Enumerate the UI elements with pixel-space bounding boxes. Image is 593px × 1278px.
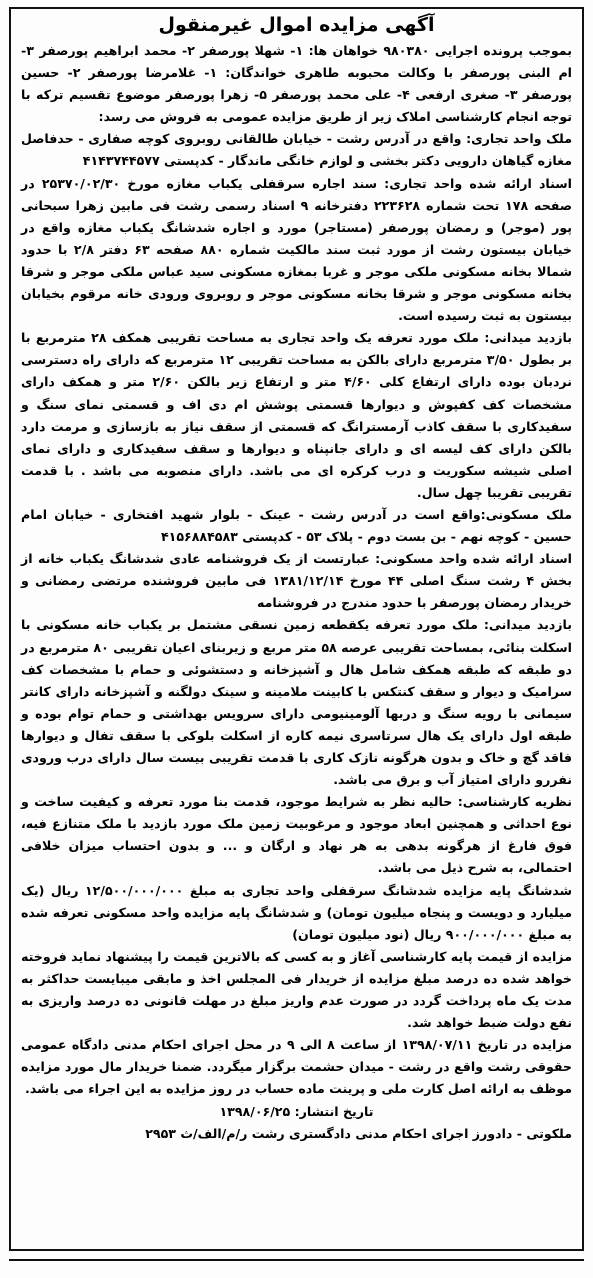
signature-line: ملکوتی - دادورز اجرای احکام مدنی دادگستری رشت ر/م/الف/ث ۲۹۵۳: [145, 1125, 572, 1141]
notice-paragraph-auction-date: مزایده در تاریخ ۱۳۹۸/۰۷/۱۱ از ساعت ۸ الی ۹ در محل اجرای احکام مدنی دادگاه عمومی حقوقی رشت واقع در رشت - میدان حشمت برگزار میگردد. ضمنا خریدار مال مورد مزایده موظف به ارائه اصل کارت ملی و پرینت ماده حساب در روز مزایده به این اجراء می باشد.: [21, 1037, 572, 1097]
notice-paragraph-intro: بموجب پرونده اجرایی ۹۸۰۳۸۰ خواهان ها: ۱- شهلا پورصفر ۲- محمد ابراهیم پورصفر ۳- ام البنی پورصفر با وکالت محبوبه طاهری خواندگان: ۱- غلامرضا پورصفر ۲- حسین پورصفر ۳- صغری ارفعی ۴- علی محمد پورصفر ۵- زهرا پورصفر موضوع تقسیم ترکه با توجه انجام کارشناسی املاک زیر از طریق مزایده عمومی به فروش می رسد:: [21, 43, 572, 125]
notice-paragraph-residential-inspection: بازدید میدانی: ملک مورد تعرفه یکقطعه زمین نسقی مشتمل بر یکباب خانه مسکونی با اسکلت بنائی، بمساحت تقریبی عرصه ۵۸ متر مربع و زیربنای اعیان تقریبی ۸۰ مترمربع در دو طبقه که طبقه همکف شامل هال و آشپزخانه و دستشوئی و حمام با مشخصات کف سرامیک و دیوار و سقف کنتکس با کابینت ملامینه و سینک دولگنه و آشپزخانه دارای کانتر سیمانی با رویه سنگ و دربها آلومینیومی دارای سرویس بهداشتی و حمام توام بوده و طبقه اول دارای یک هال سرتاسری نیمه کاره از اسکلت بلوکی با سقف تفال و دیوارها فاقد گچ و خاک و بدون هرگونه نازک کاری با قدمت تقریبی بیست سال دارای درب ورودی نفررو دارای امتیاز آب و برق می باشد.: [21, 617, 572, 788]
notice-box: [9, 7, 584, 1251]
notice-paragraph-residential-documents: اسناد ارائه شده واحد مسکونی: عبارتست از یک فروشنامه عادی شدشانگ یکباب خانه از بخش ۴ رشت سنگ اصلی ۴۴ مورخ ۱۳۸۱/۱۲/۱۴ فی مابین فروشنده مرتضی رمضانی و خریدار رمضان پورصفر با حدود مندرج در فروشنامه: [21, 551, 572, 611]
notice-paragraph-expert-opinion: نظریه کارشناسی: حالیه نظر به شرایط موجود، قدمت بنا مورد تعرفه و کیفیت ساخت و نوع احداثی و همچنین ابعاد موجود و مرغوبیت زمین ملک مورد بازدید با ملک متنازع فیه، فوق فارغ از هرگونه بدهی به هر نهاد و ارگان و ... و بدون احتساب میزان خلافی احتمالی، به شرح ذیل می باشد.: [21, 794, 572, 876]
notice-paragraph-base-prices: شدشانگ پایه مزایده شدشانگ سرقفلی واحد تجاری به مبلغ ۱۲/۵۰۰/۰۰۰/۰۰۰ ریال (یک میلیارد و دویست و پنجاه میلیون تومان) و شدشانگ پایه مزایده واحد مسکونی تعرفه شده به مبلغ ۹۰۰/۰۰۰/۰۰۰ ریال (نود میلیون تومان): [21, 882, 572, 942]
notice-title: آگهی مزایده اموال غیرمنقول: [158, 14, 435, 36]
bottom-divider: [9, 1259, 584, 1261]
notice-paragraph-commercial-address: ملک واحد تجاری: واقع در آدرس رشت - خیابان طالقانی روبروی کوچه صفاری - حدفاصل مغازه گیاهان دارویی دکتر بخشی و لوازم خانگی ماندگار - کدپستی ۴۱۴۳۷۴۴۵۷۷: [21, 131, 572, 169]
publish-date: تاریخ انتشار: ۱۳۹۸/۰۶/۲۵: [219, 1103, 374, 1119]
notice-paragraph-commercial-inspection: بازدید میدانی: ملک مورد تعرفه یک واحد تجاری به مساحت تقریبی همکف ۲۸ مترمربع با بر بطول ۳/۵۰ مترمربع دارای بالکن به مساحت تقریبی ۱۲ مترمربع که دارای راه دسترسی نردبان بوده دارای ارتفاع کلی ۴/۶۰ متر و ارتفاع زیر بالکن ۲/۶۰ متر و همکف دارای مشخصات کف کفپوش و دیوارها قسمتی پوشش ام دی اف و قسمتی نمای سنگ و سفیدکاری با سقف کاذب آرمسترانگ که قسمتی از سقف نیاز به بازسازی و مرمت دارد بالکن دارای کف لیسه ای و دارای جانپناه و دیوارها و سقف سفیدکاری و دارای نمای اصلی شیشه سکوریت و درب کرکره ای می باشد. دارای منصوبه می باشد . با قدمت تقریبی تقریبا چهل سال.: [21, 330, 572, 500]
notice-paragraph-commercial-documents: اسناد ارائه شده واحد تجاری: سند اجاره سرقفلی یکباب مغازه مورخ ۲۵۳۷۰/۰۲/۳۰ در صفحه ۱۷۸ تحت شماره ۲۲۳۶۲۸ دفترخانه ۹ اسناد رسمی رشت فی مابین زهرا سبحانی پور (موجر) و رمضان پورصفر (مستاجر) مورد و اجاره شدشانگ یکباب مغازه واقع در خیابان بیستون رشت از مورد ثبت سند مالکیت شماره ۸۸۰ صفحه ۶۳ دفتر ۲/۸ با حدود شمالا بخانه مسکونی ملکی موجر و غربا بمغازه مسکونی سید عباس ملکی موجر و شرقا بخانه مسکونی موجر و شرقا بخانه مسکونی موجر و روبروی ورودی خانه مرقوم بخیابان بیستون به ثبت رسیده است.: [21, 175, 572, 324]
notice-paragraph-residential-address: ملک مسکونی:واقع است در آدرس رشت - عینک - بلوار شهید افتخاری - خیابان امام حسین - کوچه نهم - بن بست دوم - پلاک ۵۳ - کدپستی ۴۱۵۶۸۸۴۵۸۳: [21, 506, 572, 545]
notice-paragraph-auction-terms: مزایده از قیمت پایه کارشناسی آغاز و به کسی که بالاترین قیمت را پیشنهاد نماید فروخته خواهد شده ده درصد مبلغ مزایده از خریدار فی المجلس اخذ و مابقی میبایست حداکثر به مدت یک ماه پرداخت گردد در صورت عدم واریز مبلغ در مهلت قانونی ده درصد واریزی به نفع دولت ضبط خواهد شد.: [21, 948, 572, 1031]
